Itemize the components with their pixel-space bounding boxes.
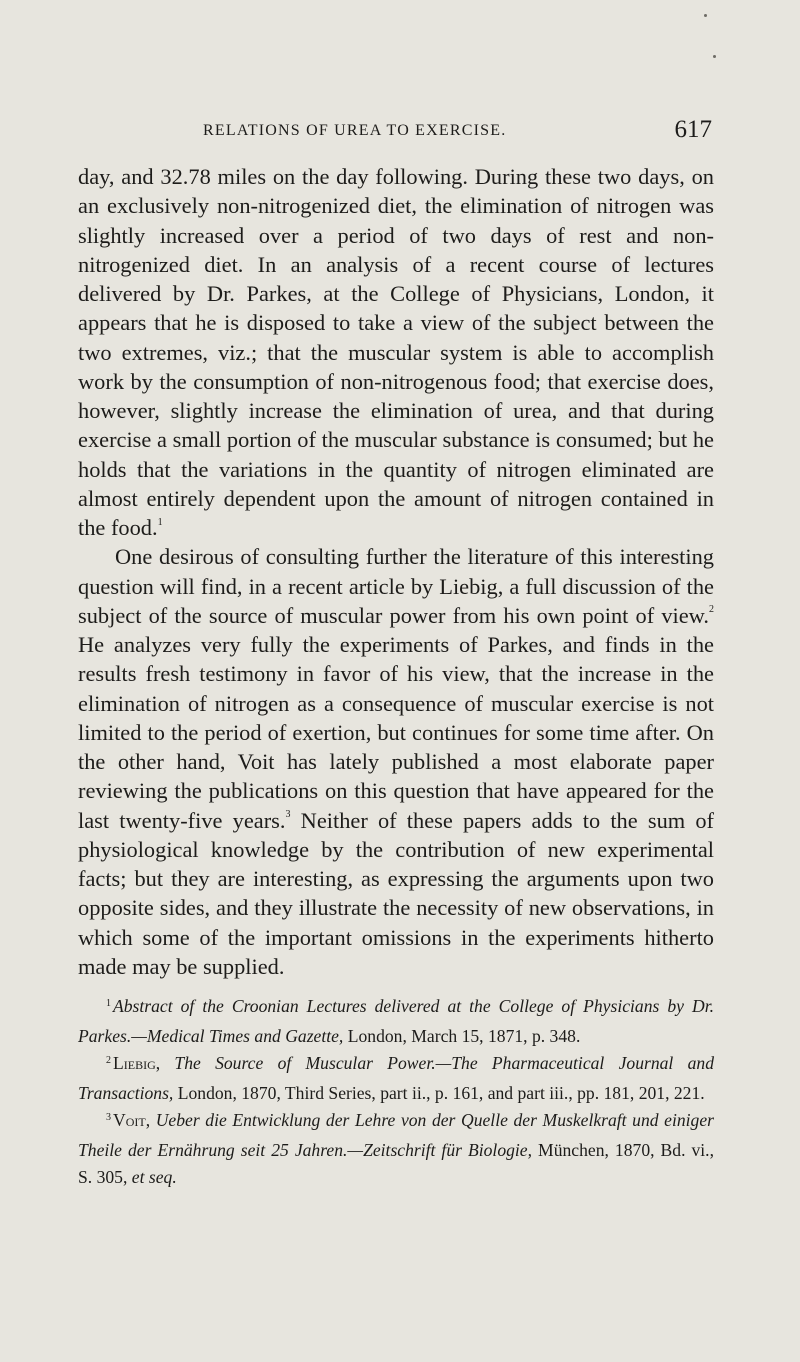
footnote-number: 1	[106, 998, 111, 1009]
footnote-number: 2	[106, 1055, 111, 1066]
paragraph-text: Neither of these papers adds to the sum of physiological knowledge by the contribution of new experimental facts; but they are interesting, as expressing the arguments upon two opposite sides, and they illustrate the necessity of new observations, in which some of the important omissions in the experiments hitherto made may be supplied.	[78, 807, 714, 979]
paper-speck	[713, 55, 716, 58]
footnote-text: München, 1870, Bd. vi., S. 305,	[78, 1140, 714, 1187]
footnote-title: Ueber die Entwicklung der Lehre von der Quelle der Muskelkraft und einiger Theile der Ernährung seit 25 Jahren.—Zeitschrift für Biologie,	[78, 1110, 714, 1160]
running-title: RELATIONS OF UREA TO EXERCISE.	[203, 122, 507, 139]
footnote	[78, 993, 714, 1050]
footnote-ref[interactable]: 1	[157, 516, 163, 528]
footnote-text: London, March 15, 1871, p. 348.	[343, 1026, 581, 1046]
footnote-title-end: et seq.	[131, 1167, 177, 1187]
footnote	[78, 1107, 714, 1191]
footnote-number: 3	[106, 1112, 111, 1123]
footnote	[78, 1050, 714, 1107]
book-page	[78, 112, 714, 1191]
paragraph-text: day, and 32.78 miles on the day following. During these two days, on an exclusively non-nitrogenized diet, the elimination of nitrogen was slightly increased over a period of two days of rest and non-nitrogenized diet. In an analysis of a recent course of lectures delivered by Dr. Parkes, at the College of Physicians, London, it appears that he is disposed to take a view of the subject between the two extremes, viz.; that the muscular system is able to accomplish work by the consumption of non-nitrogenous food; that exercise does, however, slightly increase the elimination of urea, and that during exercise a small portion of the muscular substance is consumed; but he holds that the variations in the quantity of nitrogen eliminated are almost entirely dependent upon the amount of nitrogen contained in the food.	[78, 164, 714, 540]
footnote-title: Abstract of the Croonian Lectures delivered at the College of Physicians by Dr. Parkes.—Medical Times and Gazette,	[78, 996, 714, 1046]
footnotes	[78, 993, 714, 1191]
paragraph	[78, 162, 714, 542]
body-text	[78, 162, 714, 981]
footnote-ref[interactable]: 2	[709, 604, 714, 616]
footnote-text: London, 1870, Third Series, part ii., p. 161, and part iii., pp. 181, 201, 221.	[173, 1083, 705, 1103]
footnote-author: Liebig,	[113, 1053, 161, 1073]
paragraph	[78, 542, 714, 981]
page-number: 617	[674, 116, 712, 143]
footnote-ref[interactable]: 3	[285, 809, 291, 821]
paragraph-text: He analyzes very fully the experiments of Parkes, and finds in the results fresh testimony in favor of his view, that the increase in the elimination of nitrogen as a consequence of muscular exercise is not limited to the period of exertion, but continues for some time after. On the other hand, Voit has lately published a most elaborate paper reviewing the publications on this question that have appeared for the last twenty-five years.	[78, 632, 714, 833]
paper-speck	[704, 14, 707, 17]
footnote-author: Voit,	[113, 1110, 151, 1130]
running-head	[78, 112, 714, 152]
paragraph-text: One desirous of consulting further the literature of this interesting question will find, in a recent article by Liebig, a full discussion of the subject of the source of muscular power from his own point of view.	[78, 544, 714, 628]
footnote-title: The Source of Muscular Power.—The Pharmaceutical Journal and Transactions,	[78, 1053, 714, 1103]
